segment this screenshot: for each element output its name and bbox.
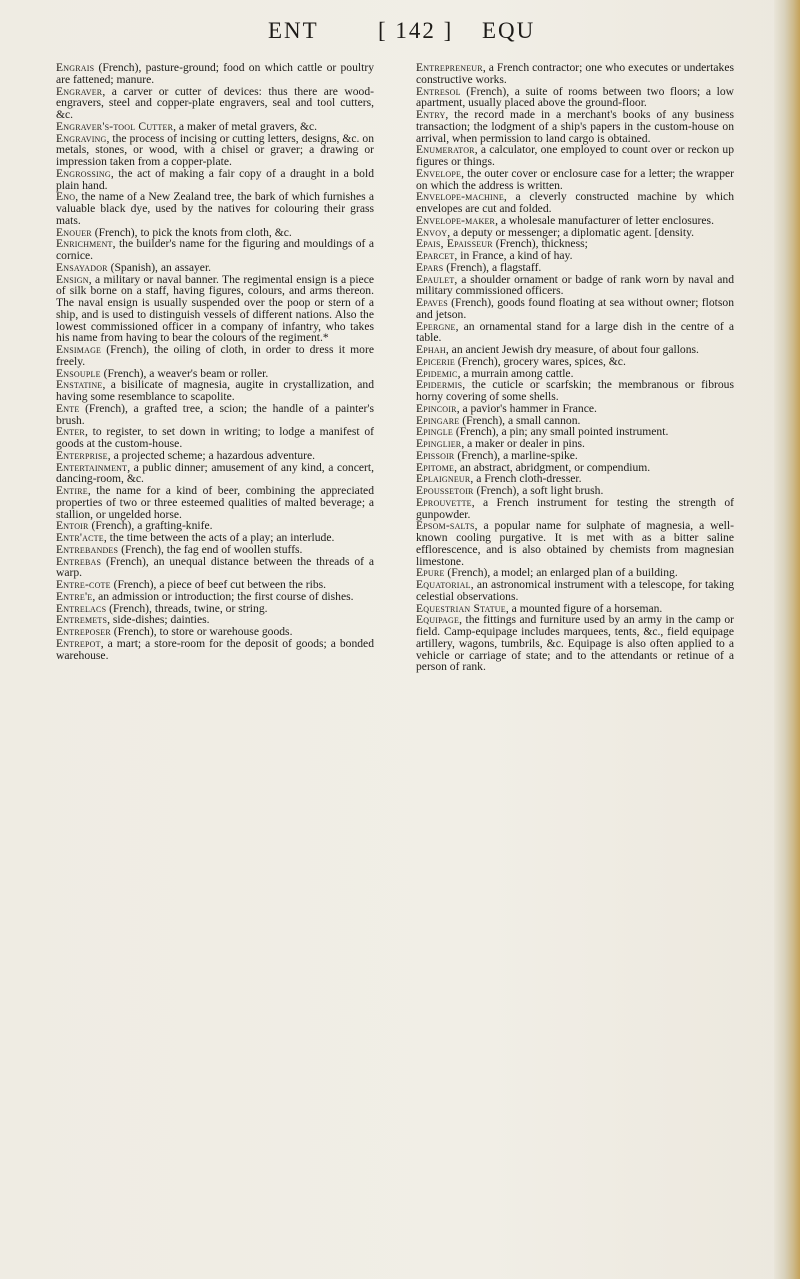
dictionary-entry	[56, 191, 374, 226]
entry-headword: Eplaigneur	[416, 472, 471, 486]
entry-headword: Engrais	[56, 61, 95, 74]
entry-definition: (French), a piece of beef cut between the ribs.	[110, 578, 327, 591]
entry-definition: (French), to store or warehouse goods.	[110, 625, 293, 638]
entry-definition: , a deputy or messenger; a diplomatic agent. [density.	[447, 225, 695, 239]
entry-headword: Envelope-maker	[416, 213, 496, 227]
entry-definition: (French), a grafting-knife.	[88, 519, 213, 533]
entry-headword: Epars	[416, 260, 444, 274]
dictionary-entry	[416, 191, 734, 215]
entry-definition: , a bisilicate of magnesia, augite in crystallization, and having some resemblance to scapolite.	[56, 378, 374, 403]
dictionary-entry	[56, 133, 374, 168]
entry-definition: , the record made in a merchant's books of any business transaction; the lodgment of a ship's papers in the custom-house on arrival, when permission to land cargo is obtained.	[416, 108, 734, 145]
entry-headword: Equipage	[416, 613, 460, 627]
entry-headword: Equestrian Statue	[416, 601, 506, 615]
entry-headword: Entrepreneur	[416, 61, 483, 74]
entry-headword: Entrepot	[56, 636, 101, 650]
entry-headword: Epoussetoir	[416, 484, 474, 497]
entry-definition: , a mart; a store-room for the deposit of goods; a bonded warehouse.	[56, 636, 374, 662]
entry-definition: (French), an unequal distance between the threads of a warp.	[56, 554, 374, 580]
dictionary-entry	[416, 168, 734, 192]
entry-definition: (French), pasture-ground; food on which cattle or poultry are fattened; manure.	[56, 61, 374, 86]
entry-definition: , a French cloth-dresser.	[470, 472, 582, 486]
entry-definition: (French), goods found floating at sea without owner; flotson and jetson.	[416, 296, 734, 321]
entry-definition: , an abstract, abridgment, or compendium.	[454, 460, 651, 474]
entry-definition: , a popular name for sulphate of magnesia, a well-known cooling purgative. It is met with as a bitter saline efflorescence, and is also obtained by chemists from magnesian limestone.	[416, 519, 734, 568]
entry-definition: , the time between the acts of a play; an interlude.	[103, 531, 335, 544]
entry-definition: (French), a pin; any small pointed instrument.	[452, 425, 669, 439]
entry-headword: Engraver's-tool Cutter	[56, 119, 174, 133]
entry-headword: Enterprise	[56, 448, 108, 462]
entry-headword: Epicerie	[416, 354, 455, 368]
entry-headword: Entoir	[56, 519, 89, 533]
entry-definition: , the name for a kind of beer, combining the appreciated properties of two or three esteemed qualities of malted beverage; a stallion, or ungelded horse.	[56, 484, 374, 521]
entry-definition: , in France, a kind of hay.	[454, 249, 573, 262]
entry-definition: , a wholesale manufacturer of letter enclosures.	[495, 213, 714, 227]
entry-headword: Ensign	[56, 272, 89, 286]
entry-definition: , an admission or introduction; the first course of dishes.	[92, 589, 354, 603]
entry-headword: Engraver	[56, 84, 103, 98]
entry-headword: Epincoir	[416, 401, 457, 415]
entry-headword: Ensimage	[56, 343, 102, 356]
entry-headword: Enstatine	[56, 378, 103, 392]
entry-headword: Entrelacs	[56, 601, 107, 615]
entry-definition: , a projected scheme; a hazardous adventure.	[107, 448, 316, 462]
entry-headword: Envelope	[416, 166, 462, 180]
entry-definition: , a public dinner; amusement of any kind, a concert, dancing-room, &c.	[56, 460, 374, 486]
running-header	[0, 18, 800, 50]
entry-definition: (French), threads, twine, or string.	[106, 601, 268, 615]
dictionary-entry	[56, 403, 374, 427]
entry-definition: , a maker or dealer in pins.	[461, 437, 585, 450]
entry-definition: , a mounted figure of a horseman.	[505, 601, 663, 615]
dictionary-entry	[56, 485, 374, 520]
dictionary-entry	[56, 168, 374, 192]
entry-definition: , the act of making a fair copy of a draught in a bold plain hand.	[56, 166, 374, 192]
entry-definition: (French), thickness;	[492, 237, 588, 251]
entry-headword: Epais, Epaisseur	[416, 237, 493, 251]
entry-definition: , the cuticle or scarfskin; the membranous or fibrous horny covering of some shells.	[416, 378, 734, 403]
entry-definition: , a military or naval banner. The regimental ensign is a piece of silk borne on a staff, having figures, colours, and arms thereon. The naval ensign is usually suspended over the poop or stern of a ship, and is used to distinguish vessels of different nations. Also the lowest commissioned officer in a company of infantry, who takes his name from having to bear the colours of the regiment.*	[56, 272, 374, 345]
entry-headword: Entremets	[56, 613, 108, 627]
header-guide-word-right: EQU	[482, 18, 536, 43]
header-guide-word-left: ENT	[268, 18, 319, 43]
entry-definition: , the process of incising or cutting letters, designs, &c. on metals, stones, or wood, with a chisel or graver; a drawing or impression taken from a copper-plate.	[56, 131, 374, 168]
entry-definition: (French), the fag end of woollen stuffs.	[118, 542, 303, 556]
entry-headword: Ente	[56, 401, 80, 415]
page-number: [ 142 ]	[378, 18, 454, 43]
entry-headword: Epergne	[416, 319, 456, 333]
entry-definition: , a calculator, one employed to count over or reckon up figures or things.	[416, 143, 734, 168]
entry-headword: Entr'acte	[56, 531, 104, 544]
entry-headword: Engraving	[56, 131, 107, 145]
entry-headword: Enrichment	[56, 237, 113, 251]
dictionary-entry	[416, 321, 734, 345]
dictionary-entry	[416, 144, 734, 168]
dictionary-entry	[56, 426, 374, 450]
entry-definition: (French), a flagstaff.	[443, 260, 542, 274]
dictionary-entry	[56, 62, 374, 86]
dictionary-entry	[416, 379, 734, 403]
entry-headword: Entre'e	[56, 589, 93, 603]
dictionary-entry	[56, 238, 374, 262]
entry-definition: (Spanish), an assayer.	[107, 260, 212, 274]
entry-headword: Epitome	[416, 460, 455, 474]
dictionary-entry	[416, 520, 734, 567]
dictionary-entry	[56, 86, 374, 121]
entry-headword: Envelope-machine	[416, 190, 504, 204]
dictionary-entry	[416, 274, 734, 298]
entry-headword: Enter	[56, 425, 85, 439]
entry-definition: , the outer cover or enclosure case for a letter; the wrapper on which the address is written.	[416, 166, 734, 192]
entry-headword: Epure	[416, 566, 445, 580]
dictionary-entry	[416, 497, 734, 521]
entry-headword: Enumerator	[416, 143, 475, 157]
entry-definition: , a murrain among cattle.	[457, 366, 574, 380]
entry-headword: Epsom-salts	[416, 519, 475, 533]
entry-headword: Ensouple	[56, 366, 101, 380]
entry-definition: (French), a weaver's beam or roller.	[100, 366, 269, 380]
entry-headword: Epaulet	[416, 272, 455, 286]
dictionary-entry	[56, 556, 374, 580]
entry-definition: (French), grocery wares, spices, &c.	[454, 354, 626, 368]
entry-headword: Entrebandes	[56, 542, 119, 556]
entry-headword: Epingare	[416, 413, 460, 427]
dictionary-entry	[416, 86, 734, 110]
entry-headword: Eno	[56, 190, 76, 204]
entry-definition: , a French instrument for testing the strength of gunpowder.	[416, 495, 734, 521]
entry-definition: , the name of a New Zealand tree, the bark of which furnishes a valuable black dye, used by the natives for colouring their grass mats.	[56, 190, 374, 227]
entry-headword: Engrossing	[56, 166, 111, 180]
entry-headword: Entertainment	[56, 460, 128, 474]
entry-headword: Epidermis	[416, 378, 463, 392]
entry-definition: (French), a suite of rooms between two floors; a low apartment, usually placed above the ground-floor.	[416, 84, 734, 110]
entry-definition: (French), a marline-spike.	[454, 448, 578, 462]
entry-definition: , a shoulder ornament or badge of rank worn by naval and military commissioned officers.	[416, 272, 734, 298]
entry-definition: (French), a small cannon.	[459, 413, 581, 427]
entry-headword: Eprouvette	[416, 495, 472, 509]
dictionary-entry	[416, 109, 734, 144]
dictionary-entry	[416, 579, 734, 603]
dictionary-entry	[56, 274, 374, 345]
dictionary-entry	[56, 379, 374, 403]
entry-headword: Enouer	[56, 225, 92, 239]
dictionary-entry	[56, 344, 374, 368]
entry-headword: Entresol	[416, 84, 461, 98]
dictionary-entry	[416, 62, 734, 86]
entry-definition: , a French contractor; one who executes or undertakes constructive works.	[416, 61, 734, 86]
entry-definition: , side-dishes; dainties.	[107, 613, 210, 627]
page-edge	[774, 0, 800, 1279]
entry-definition: , to register, to set down in writing; to lodge a manifest of goods at the custom-house.	[56, 425, 374, 450]
entry-headword: Epinglier	[416, 437, 462, 450]
entry-headword: Envoy	[416, 225, 448, 239]
dictionary-entry	[56, 638, 374, 662]
dictionary-entry	[56, 462, 374, 486]
entry-definition: , the builder's name for the figuring and mouldings of a cornice.	[56, 237, 374, 262]
entry-definition: (French), a soft light brush.	[473, 484, 604, 497]
entry-definition: , an astronomical instrument with a telescope, for taking celestial observations.	[416, 578, 734, 603]
entry-definition: , a pavior's hammer in France.	[456, 401, 597, 415]
left-column	[56, 62, 374, 661]
entry-definition: , the fittings and furniture used by an army in the camp or field. Camp-equipage includes marquees, tents, &c., field equipage artillery, wagons, tumbrils, &c. Equipage is also often applied to a vehicle or carriage of state; and to the attendants or retinue of a person of rank.	[416, 613, 734, 674]
entry-headword: Eparcet	[416, 249, 455, 262]
entry-headword: Epingle	[416, 425, 453, 439]
dictionary-entry	[416, 297, 734, 321]
entry-definition: (French), a grafted tree, a scion; the handle of a painter's brush.	[56, 401, 374, 427]
entry-definition: (French), a model; an enlarged plan of a building.	[444, 566, 678, 580]
entry-headword: Entrebas	[56, 554, 102, 568]
entry-headword: Equatorial	[416, 578, 471, 591]
dictionary-entry	[416, 614, 734, 673]
entry-headword: Epaves	[416, 296, 448, 309]
entry-headword: Entre-cote	[56, 578, 111, 591]
entry-definition: , a carver or cutter of devices: thus there are wood-engravers, steel and copper-plate engravers, seal and tool cutters, &c.	[56, 84, 374, 121]
entry-headword: Ephah	[416, 343, 446, 356]
entry-headword: Ensayador	[56, 260, 108, 274]
entry-headword: Epissoir	[416, 448, 455, 462]
entry-definition: , a cleverly constructed machine by which envelopes are cut and folded.	[416, 190, 734, 215]
entry-definition: , a maker of metal gravers, &c.	[173, 119, 318, 133]
entry-headword: Entreposer	[56, 625, 111, 638]
entry-definition: , an ornamental stand for a large dish in the centre of a table.	[416, 319, 734, 345]
entry-definition: , an ancient Jewish dry measure, of about four gallons.	[445, 343, 699, 356]
entry-headword: Entire	[56, 484, 88, 497]
entry-headword: Epidemic	[416, 366, 458, 380]
entry-definition: (French), to pick the knots from cloth, &c.	[91, 225, 292, 239]
right-column	[416, 62, 734, 673]
entry-headword: Entry	[416, 108, 446, 121]
entry-definition: (French), the oiling of cloth, in order to dress it more freely.	[56, 343, 374, 368]
